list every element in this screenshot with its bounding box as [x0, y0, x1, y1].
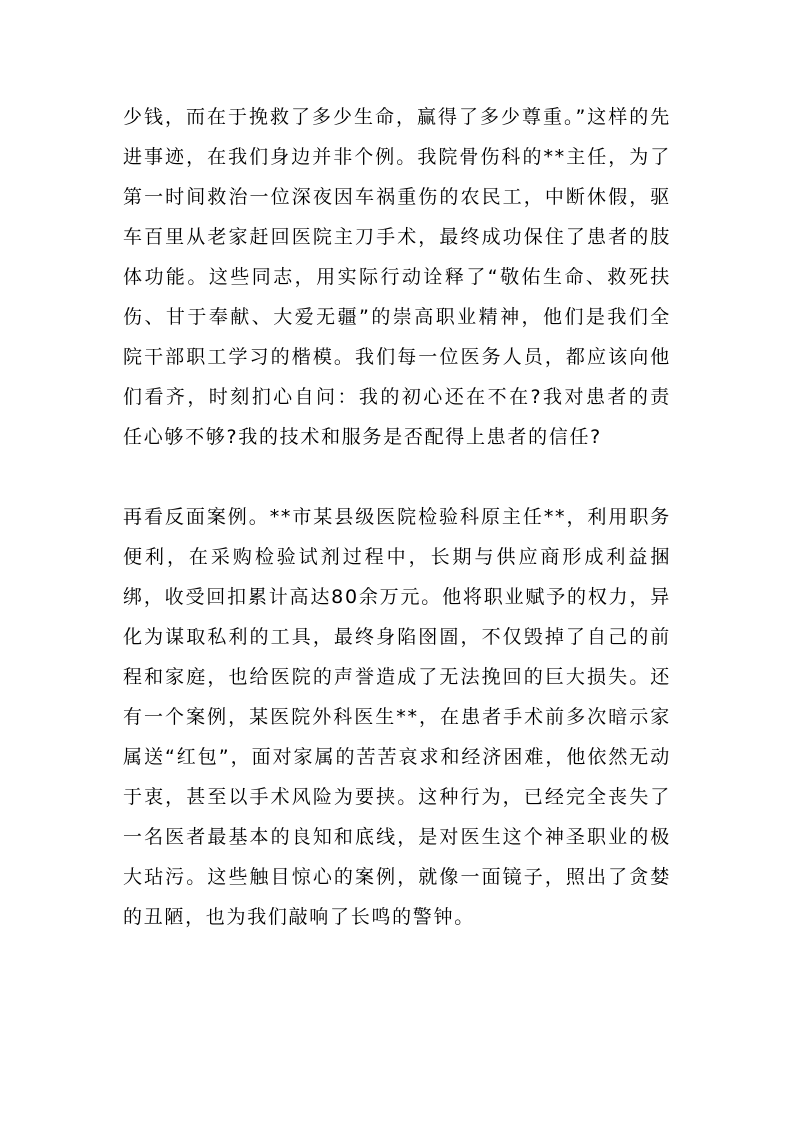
paragraph-positive-examples: 少钱，而在于挽救了多少生命，赢得了多少尊重。”这样的先进事迹，在我们身边并非个例。我院骨伤科的**主任，为了第一时间救治一位深夜因车祸重伤的农民工，中断休假，驱车百里从老家赶回医院主刀手术，最终成功保住了患者的肢体功能。这些同志，用实际行动诠释了“敬佑生命、救死扶伤、甘于奉献、大爱无疆”的崇高职业精神，他们是我们全院干部职工学习的楷模。我们每一位医务人员，都应该向他们看齐，时刻扪心自问：我的初心还在不在?我对患者的责任心够不够?我的技术和服务是否配得上患者的信任? — [123, 106, 671, 448]
document-body — [123, 97, 671, 937]
paragraph-negative-examples: 再看反面案例。**市某县级医院检验科原主任**，利用职务便利，在采购检验试剂过程中，长期与供应商形成利益捆绑，收受回扣累计高达80余万元。他将职业赋予的权力，异化为谋取私利的工具，最终身陷囹圄，不仅毁掉了自己的前程和家庭，也给医院的声誉造成了无法挽回的巨大损失。还有一个案例，某医院外科医生**，在患者手术前多次暗示家属送“红包”，面对家属的苦苦哀求和经济困难，他依然无动于衷，甚至以手术风险为要挟。这种行为，已经完全丧失了一名医者最基本的良知和底线，是对医生这个神圣职业的极大玷污。这些触目惊心的案例，就像一面镜子，照出了贪婪的丑陋，也为我们敲响了长鸣的警钟。 — [123, 506, 671, 928]
